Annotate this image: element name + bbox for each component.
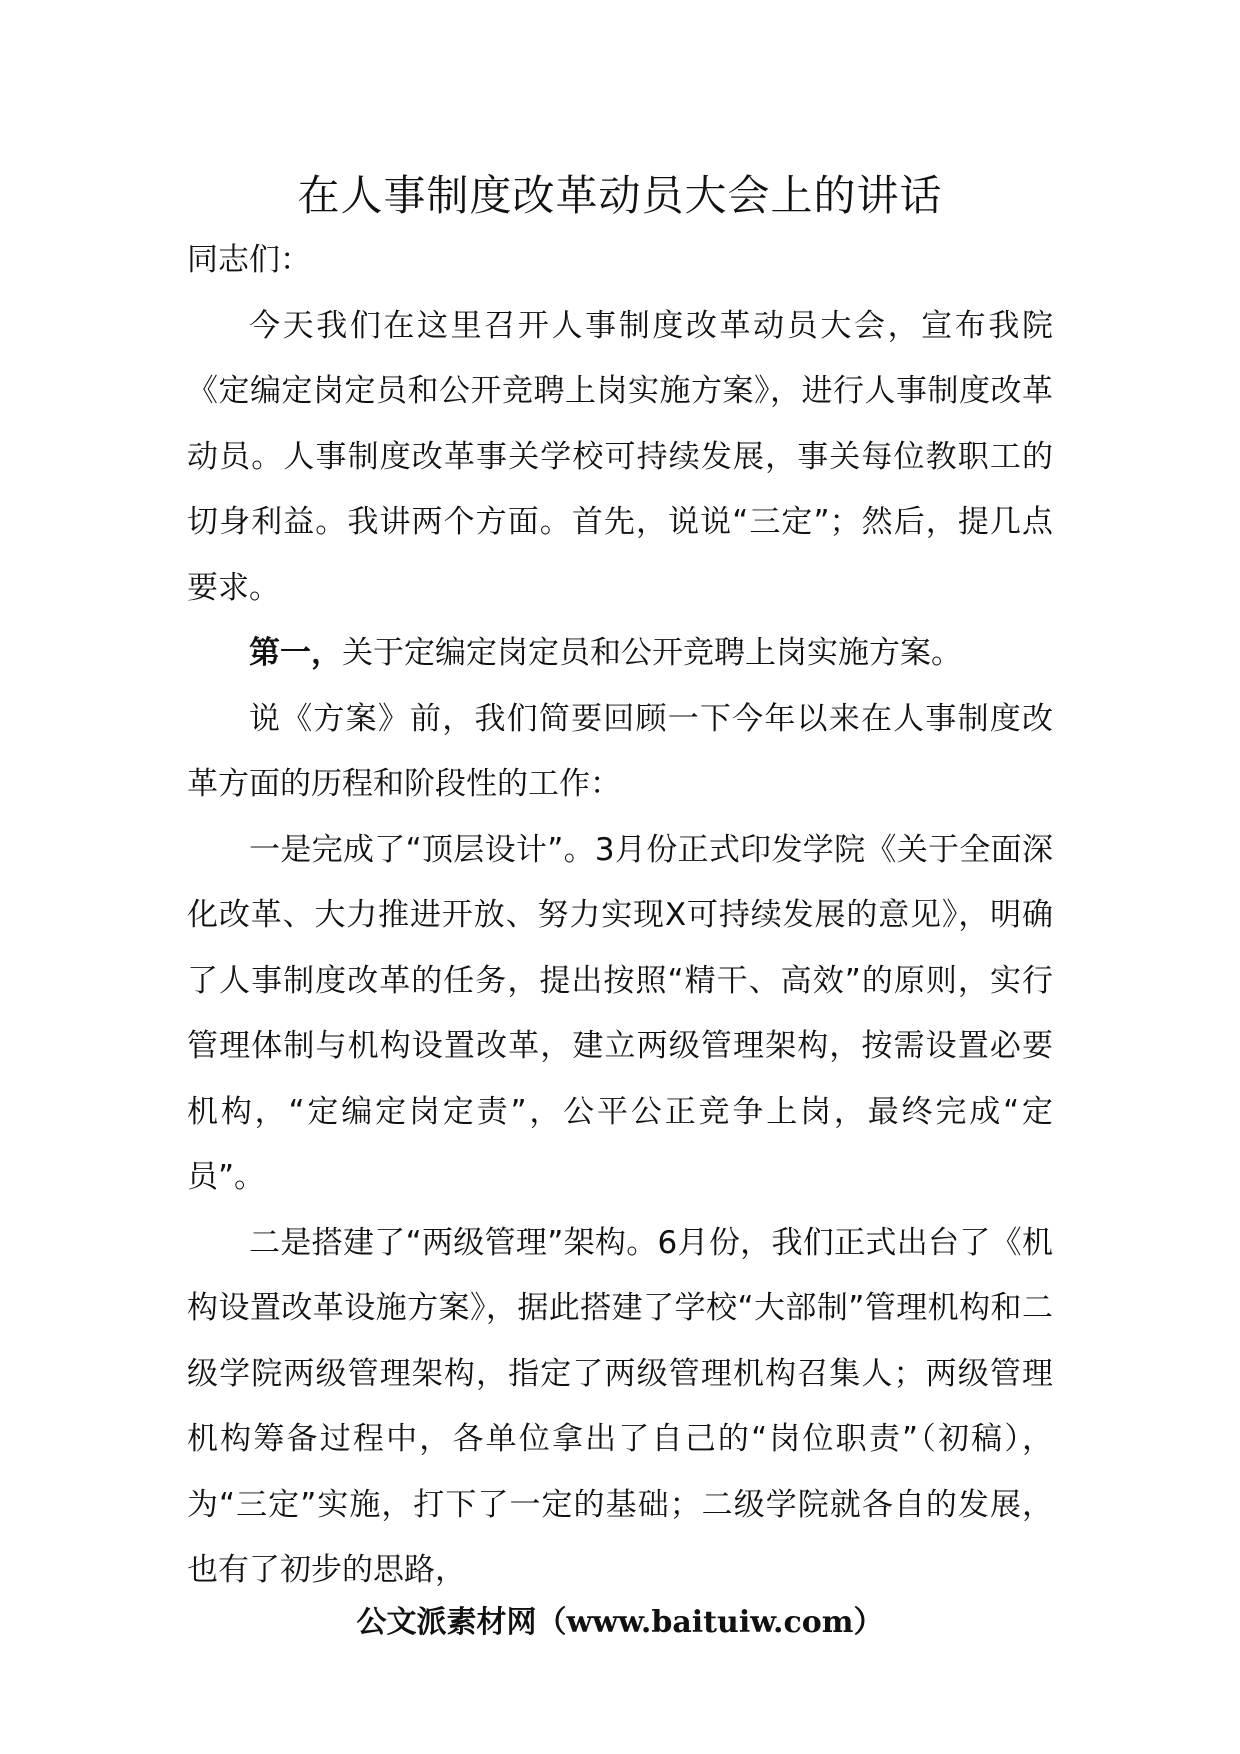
paragraph-2 bbox=[187, 621, 1053, 687]
paragraph-4-text: 一是完成了“顶层设计”。3月份正式印发学院《关于全面深化改革、大力推进开放、努力实现X可持续发展的意见》，明确了人事制度改革的任务，提出按照“精干、高效”的原则，实行管理体制与机构设置改革，建立两级管理架构，按需设置必要机构，“定编定岗定责”，公平公正竞争上岗，最终完成“定员”。 bbox=[187, 831, 1053, 1195]
paragraph-2-text: 关于定编定岗定员和公开竞聘上岗实施方案。 bbox=[342, 635, 962, 671]
document-body bbox=[187, 228, 1053, 1604]
salutation: 同志们： bbox=[187, 242, 311, 278]
document-title: 在人事制度改革动员大会上的讲话 bbox=[297, 171, 943, 220]
paragraph-5 bbox=[187, 1211, 1053, 1604]
paragraph-4 bbox=[187, 818, 1053, 1211]
paragraph-2-lead: 第一， bbox=[249, 635, 342, 671]
paragraph-1-text: 今天我们在这里召开人事制度改革动员大会，宣布我院《定编定岗定员和公开竞聘上岗实施方案》，进行人事制度改革动员。人事制度改革事关学校可持续发展，事关每位教职工的切身利益。我讲两个方面。首先，说说“三定”；然后，提几点要求。 bbox=[187, 307, 1053, 606]
paragraph-1 bbox=[187, 294, 1053, 622]
paragraph-3 bbox=[187, 687, 1053, 818]
paragraph-5-text: 二是搭建了“两级管理”架构。6月份，我们正式出台了《机构设置改革设施方案》，据此搭建了学校“大部制”管理机构和二级学院两级管理架构，指定了两级管理机构召集人；两级管理机构筹备过程中，各单位拿出了自己的“岗位职责”（初稿），为“三定”实施，打下了一定的基础；二级学院就各自的发展，也有了初步的思路， bbox=[187, 1224, 1053, 1588]
paragraph-3-text: 说《方案》前，我们简要回顾一下今年以来在人事制度改革方面的历程和阶段性的工作： bbox=[187, 700, 1053, 802]
footer-watermark: 公文派素材网（www.baituiw.com） bbox=[356, 1605, 884, 1640]
